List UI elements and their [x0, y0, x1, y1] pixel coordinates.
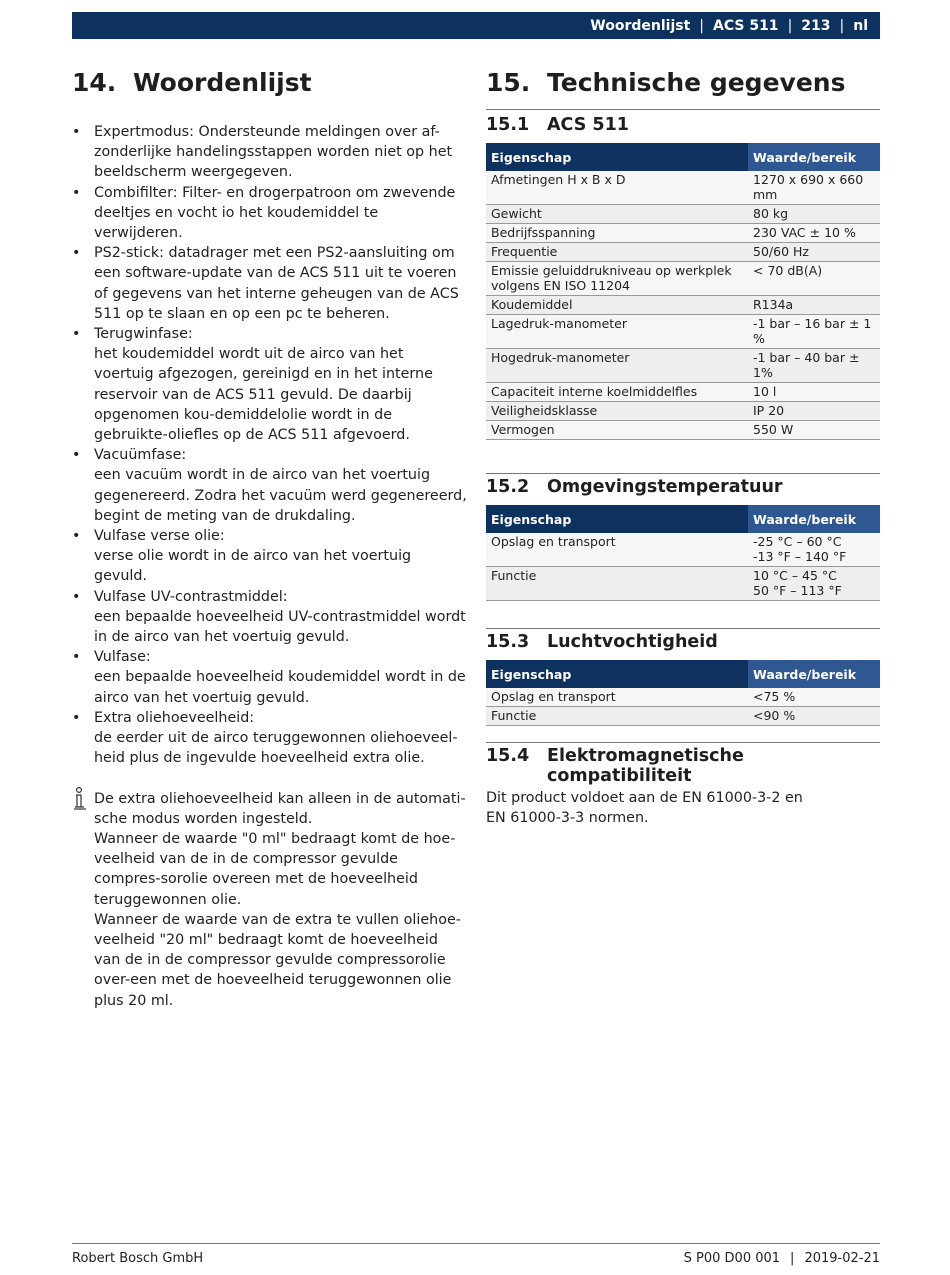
- glossary-description: de eerder uit de airco teruggewonnen oliehoeveel-heid plus de ingevulde hoeveelheid extra olie.: [94, 730, 458, 767]
- section-number: 15.2: [486, 477, 530, 497]
- table-cell: Functie: [486, 707, 748, 726]
- section-heading: [486, 746, 880, 786]
- bullet: •: [72, 326, 81, 343]
- section-number: 15.3: [486, 632, 530, 652]
- column-header: Eigenschap: [486, 505, 748, 533]
- bullet: •: [72, 649, 81, 666]
- section-heading: [486, 115, 880, 135]
- table-row: [486, 262, 880, 296]
- glossary-column: [72, 68, 467, 1011]
- table-cell: Capaciteit interne koelmiddelfles: [486, 383, 748, 402]
- glossary-description: een software-update van de ACS 511 uit te voeren of gegevens van het interne geheugen van de ACS 511 op te slaan en op een pc te beheren.: [94, 265, 459, 322]
- value-line: 50 °F – 113 °F: [753, 583, 842, 598]
- table-cell: Opslag en transport: [486, 533, 748, 567]
- section-number: 15.1: [486, 115, 530, 135]
- table-cell: Afmetingen H x B x D: [486, 171, 748, 205]
- table-header-row: [486, 660, 880, 688]
- table-row: [486, 224, 880, 243]
- note-paragraph: De extra oliehoeveelheid kan alleen in de automati-sche modus worden ingesteld.: [94, 790, 466, 827]
- column-header: Waarde/bereik: [748, 143, 880, 171]
- header-separator: |: [839, 17, 845, 34]
- header-section: Woordenlijst: [590, 17, 691, 34]
- table-cell: 50/60 Hz: [748, 243, 880, 262]
- table-cell: Emissie geluiddrukniveau op werkplek volgens EN ISO 11204: [486, 262, 748, 296]
- info-note: [72, 789, 467, 1011]
- section-acs511: [486, 115, 880, 440]
- table-cell: <90 %: [748, 707, 880, 726]
- heading-text: Woordenlijst: [133, 68, 312, 97]
- table-cell: Frequentie: [486, 243, 748, 262]
- table-row: [486, 296, 880, 315]
- footer-document-number: S P00 D00 001: [683, 1251, 781, 1266]
- section-title: Luchtvochtigheid: [547, 632, 718, 652]
- bullet: •: [72, 528, 81, 545]
- table-row: [486, 383, 880, 402]
- table-row: [486, 707, 880, 726]
- footer-separator: |: [790, 1251, 795, 1266]
- table-cell: Functie: [486, 567, 748, 601]
- bullet: •: [72, 184, 81, 201]
- bullet: •: [72, 245, 81, 262]
- header-separator: |: [699, 17, 704, 34]
- table-cell: Veiligheidsklasse: [486, 402, 748, 421]
- table-cell: Koudemiddel: [486, 296, 748, 315]
- glossary-term: Combifilter: Filter- en drogerpatroon om zwevende: [94, 184, 456, 201]
- emc-text-line: EN 61000-3-3 normen.: [486, 810, 649, 827]
- table-row: [486, 533, 880, 567]
- bullet: •: [72, 124, 81, 140]
- bullet: •: [72, 709, 81, 726]
- table-cell: Lagedruk-manometer: [486, 315, 748, 349]
- section-title: Omgevingstemperatuur: [547, 477, 783, 497]
- table-header-row: [486, 143, 880, 171]
- column-header: Waarde/bereik: [748, 660, 880, 688]
- glossary-term: Vacuümfase:: [94, 447, 187, 464]
- page-header: [72, 12, 880, 39]
- glossary-description: een vacuüm wordt in de airco van het voertuig gegenereerd. Zodra het vacuüm werd gegenereerd, begint de meting van de drukdaling.: [94, 467, 467, 524]
- section-title: ACS 511: [547, 115, 629, 135]
- table-cell: -1 bar – 16 bar ± 1 %: [748, 315, 880, 349]
- table-cell: [748, 533, 880, 567]
- list-item: [72, 587, 467, 648]
- heading-text: Technische gegevens: [547, 68, 846, 97]
- table-cell: < 70 dB(A): [748, 262, 880, 296]
- section-ambient-temperature: [486, 473, 880, 601]
- table-row: [486, 688, 880, 707]
- table-cell: 10 l: [748, 383, 880, 402]
- glossary-description: een bepaalde hoeveelheid koudemiddel wordt in de airco van het voertuig gevuld.: [94, 669, 466, 706]
- list-item: [72, 647, 467, 708]
- table-cell: Bedrijfsspanning: [486, 224, 748, 243]
- list-item: [72, 445, 467, 526]
- footer-doc-info: [684, 1251, 880, 1266]
- table-cell: R134a: [748, 296, 880, 315]
- table-cell: 1270 x 690 x 660 mm: [748, 171, 880, 205]
- list-item: [72, 183, 467, 244]
- value-line: 10 °C – 45 °C: [753, 568, 837, 583]
- table-cell: Gewicht: [486, 205, 748, 224]
- table-cell: Hogedruk-manometer: [486, 349, 748, 383]
- spec-table: [486, 505, 880, 601]
- glossary-term: Vulfase UV-contrastmiddel:: [94, 588, 288, 605]
- header-page-number: 213: [801, 17, 831, 34]
- technical-data-column: [486, 68, 880, 828]
- list-item: [72, 324, 467, 445]
- table-cell: 550 W: [748, 421, 880, 440]
- footer-divider: [72, 1243, 880, 1244]
- bullet: •: [72, 447, 81, 464]
- spec-table: [486, 143, 880, 440]
- heading-number: 15.: [486, 68, 531, 97]
- section-emc: [486, 742, 880, 828]
- header-language: nl: [853, 17, 868, 34]
- section-heading: [486, 632, 880, 652]
- glossary-term: Vulfase:: [94, 649, 151, 666]
- glossary-description: het koudemiddel wordt uit de airco van het voertuig afgezogen, gereinigd en in het interne reservoir van de ACS 511 gevuld. De daarbij opgenomen kou-demiddelolie wordt in de gebruikte-oliefles op de ACS 511 afgevoerd.: [94, 346, 433, 444]
- table-row: [486, 349, 880, 383]
- section-humidity: [486, 628, 880, 726]
- table-cell: -1 bar – 40 bar ± 1%: [748, 349, 880, 383]
- value-line: -13 °F – 140 °F: [753, 549, 847, 564]
- glossary-term: PS2-stick: datadrager met een PS2-aansluiting om: [94, 245, 455, 262]
- glossary-list: [72, 122, 467, 769]
- table-cell: [748, 567, 880, 601]
- header-separator: |: [787, 17, 793, 34]
- emc-text: [486, 788, 880, 828]
- table-row: [486, 205, 880, 224]
- note-paragraph: Wanneer de waarde "0 ml" bedraagt komt de hoe-veelheid van de in de compressor gevulde compres-sorolie overeen met de hoeveelheid teruggewonnen olie.: [94, 830, 456, 908]
- column-header: Eigenschap: [486, 660, 748, 688]
- table-row: [486, 315, 880, 349]
- glossary-term: Extra oliehoeveelheid:: [94, 709, 255, 726]
- column-header: Eigenschap: [486, 143, 748, 171]
- table-cell: Opslag en transport: [486, 688, 748, 707]
- glossary-term: Expertmodus: Ondersteunde meldingen over af-: [94, 124, 440, 140]
- heading-number: 14.: [72, 68, 117, 97]
- note-paragraph: Wanneer de waarde van de extra te vullen oliehoe-veelheid "20 ml" bedraagt komt de hoeveelheid van de in de compressor gevulde compressorolie over-een met de hoeveelheid teruggewonnen olie plus 20 ml.: [94, 911, 461, 1009]
- glossary-description: deeltjes en vocht io het koudemiddel te verwijderen.: [94, 204, 379, 242]
- footer-date: 2019-02-21: [804, 1251, 880, 1266]
- table-cell: IP 20: [748, 402, 880, 421]
- table-row: [486, 402, 880, 421]
- section-number: 15.4: [486, 746, 530, 766]
- table-cell: 80 kg: [748, 205, 880, 224]
- table-cell: Vermogen: [486, 421, 748, 440]
- technical-data-heading: [486, 68, 880, 110]
- glossary-term: Terugwinfase:: [94, 326, 193, 343]
- header-product: ACS 511: [713, 17, 779, 34]
- glossary-term: Vulfase verse olie:: [94, 528, 225, 545]
- section-heading: [486, 477, 880, 497]
- spec-table: [486, 660, 880, 726]
- list-item: [72, 243, 467, 324]
- table-cell: 230 VAC ± 10 %: [748, 224, 880, 243]
- emc-text-line: Dit product voldoet aan de EN 61000-3-2 en: [486, 790, 803, 806]
- list-item: [72, 122, 467, 183]
- info-icon: [72, 787, 88, 811]
- list-item: [72, 708, 467, 769]
- table-row: [486, 567, 880, 601]
- table-header-row: [486, 505, 880, 533]
- list-item: [72, 526, 467, 587]
- table-cell: <75 %: [748, 688, 880, 707]
- column-header: Waarde/bereik: [748, 505, 880, 533]
- glossary-description: een bepaalde hoeveelheid UV-contrastmiddel wordt in de airco van het voertuig gevuld.: [94, 608, 466, 646]
- table-row: [486, 421, 880, 440]
- section-title: Elektromagnetische compatibiliteit: [547, 746, 744, 786]
- table-row: [486, 171, 880, 205]
- footer-company: Robert Bosch GmbH: [72, 1251, 204, 1266]
- bullet: •: [72, 588, 81, 605]
- glossary-description: zonderlijke handelingsstappen worden niet op het beeldscherm weergegeven.: [94, 144, 453, 181]
- table-row: [486, 243, 880, 262]
- value-line: -25 °C – 60 °C: [753, 534, 842, 549]
- glossary-heading: [72, 68, 467, 97]
- glossary-description: verse olie wordt in de airco van het voertuig gevuld.: [94, 548, 412, 585]
